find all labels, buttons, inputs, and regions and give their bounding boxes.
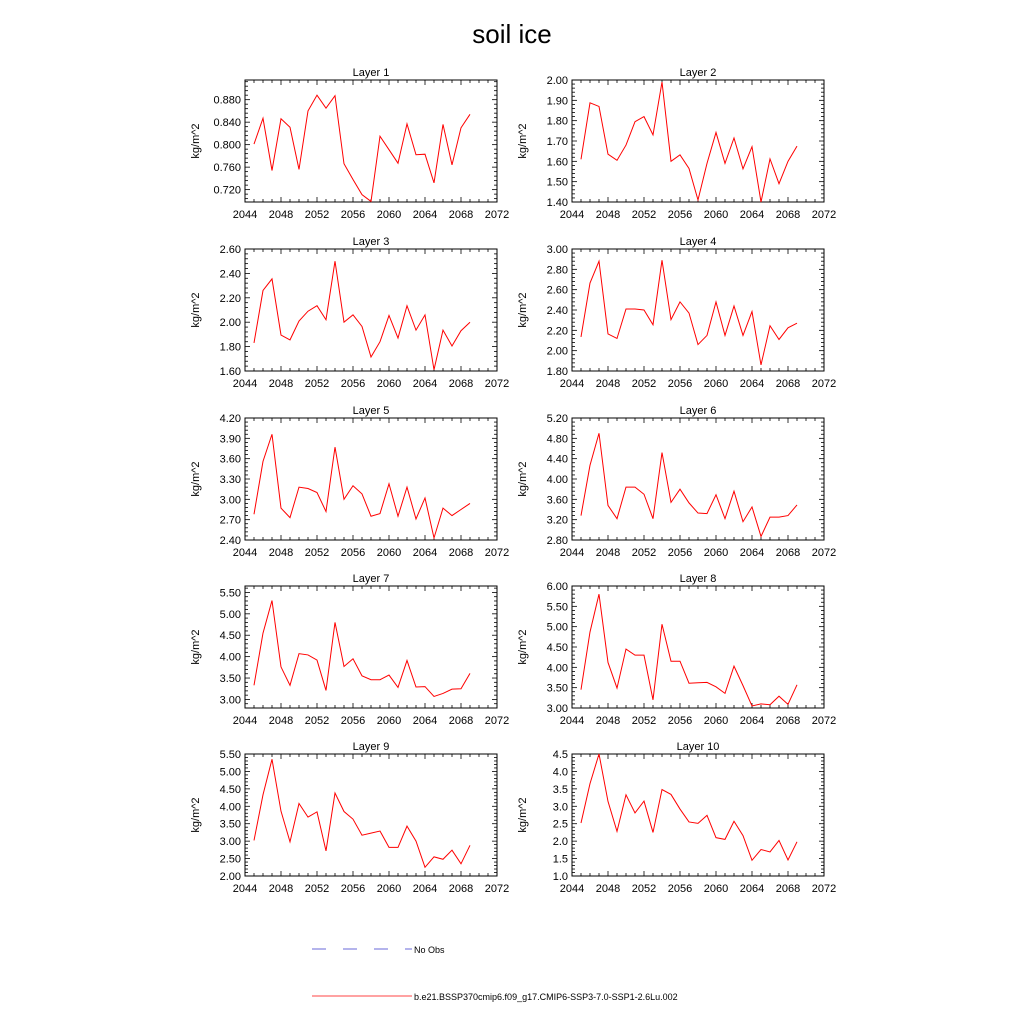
panel-layer-6 <box>517 405 836 559</box>
x-tick-label: 2052 <box>304 715 330 727</box>
y-tick-label: 4.50 <box>546 642 568 654</box>
panel-layer-2 <box>517 67 836 221</box>
plot-frame <box>245 249 497 371</box>
panel-title: Layer 5 <box>352 405 390 417</box>
panel-layer-3 <box>190 236 509 390</box>
x-tick-label: 2056 <box>340 883 366 895</box>
y-tick-label: 5.00 <box>546 621 568 634</box>
panel-title: Layer 8 <box>679 573 717 585</box>
plot-frame <box>572 418 824 540</box>
x-tick-label: 2072 <box>811 378 837 390</box>
x-tick-label: 2052 <box>631 715 657 727</box>
x-tick-label: 2052 <box>304 378 330 390</box>
y-tick-label: 3.50 <box>546 682 568 695</box>
y-tick-label: 1.0 <box>552 871 568 883</box>
y-tick-label: 5.00 <box>219 766 241 779</box>
x-tick-label: 2060 <box>376 883 402 895</box>
y-tick-label: 0.720 <box>213 184 241 197</box>
panel-title: Layer 10 <box>676 741 720 753</box>
x-tick-label: 2064 <box>739 209 765 221</box>
x-tick-label: 2072 <box>811 547 837 559</box>
panels <box>190 67 836 895</box>
plot-frame <box>572 80 824 202</box>
legend <box>312 945 678 1002</box>
y-tick-label: 5.50 <box>546 601 568 614</box>
x-tick-label: 2064 <box>739 883 765 895</box>
y-tick-label: 1.80 <box>219 341 241 354</box>
x-tick-label: 2072 <box>811 715 837 727</box>
x-tick-label: 2060 <box>703 547 729 559</box>
x-tick-label: 2044 <box>232 209 258 221</box>
x-tick-label: 2056 <box>340 547 366 559</box>
y-tick-label: 2.70 <box>219 514 241 527</box>
y-tick-label: 2.20 <box>219 292 241 305</box>
x-tick-label: 2044 <box>559 883 585 895</box>
y-tick-label: 4.00 <box>546 662 568 675</box>
y-tick-label: 1.90 <box>546 95 568 108</box>
panel-title: Layer 1 <box>352 67 390 79</box>
x-tick-label: 2068 <box>448 209 474 221</box>
x-tick-label: 2064 <box>412 883 438 895</box>
y-tick-label: 0.800 <box>213 139 241 152</box>
y-axis-label: kg/m^2 <box>517 123 529 159</box>
y-tick-label: 1.70 <box>546 136 568 148</box>
x-tick-label: 2064 <box>412 547 438 559</box>
x-tick-label: 2056 <box>340 378 366 390</box>
panel-layer-1 <box>190 67 509 221</box>
series-line <box>581 594 797 706</box>
panel-title: Layer 3 <box>352 236 390 248</box>
x-tick-label: 2068 <box>448 883 474 895</box>
y-tick-label: 3.60 <box>546 494 568 507</box>
x-tick-label: 2044 <box>559 209 585 221</box>
y-tick-label: 3.60 <box>219 453 241 466</box>
x-tick-label: 2068 <box>448 378 474 390</box>
y-tick-label: 4.5 <box>552 749 568 761</box>
y-tick-label: 4.00 <box>219 801 241 814</box>
y-tick-label: 3.5 <box>552 783 568 796</box>
x-tick-label: 2044 <box>559 547 585 559</box>
x-tick-label: 2048 <box>595 883 621 895</box>
x-tick-label: 2072 <box>484 209 510 221</box>
y-tick-label: 2.00 <box>546 345 568 358</box>
y-tick-label: 5.50 <box>219 587 241 600</box>
y-axis-label: kg/m^2 <box>190 461 202 497</box>
y-tick-label: 3.30 <box>219 474 241 486</box>
y-tick-label: 1.5 <box>552 853 568 866</box>
y-tick-label: 6.00 <box>546 581 568 593</box>
y-tick-label: 1.60 <box>219 366 241 378</box>
x-tick-label: 2068 <box>448 715 474 727</box>
y-tick-label: 2.60 <box>546 284 568 297</box>
series-line <box>254 601 470 697</box>
panel-title: Layer 2 <box>679 67 717 79</box>
x-tick-label: 2052 <box>631 547 657 559</box>
panel-title: Layer 4 <box>679 236 717 248</box>
y-tick-label: 1.80 <box>546 115 568 128</box>
plot-frame <box>245 754 497 876</box>
x-tick-label: 2056 <box>667 209 693 221</box>
figure-title: soil ice <box>472 19 552 49</box>
x-tick-label: 2048 <box>268 883 294 895</box>
y-tick-label: 3.50 <box>219 673 241 686</box>
series-line <box>581 754 797 860</box>
panel-layer-9 <box>190 741 509 895</box>
x-tick-label: 2044 <box>232 378 258 390</box>
y-tick-label: 2.00 <box>219 871 241 883</box>
y-tick-label: 2.40 <box>219 268 241 281</box>
x-tick-label: 2052 <box>304 547 330 559</box>
y-tick-label: 3.00 <box>219 494 241 507</box>
x-tick-label: 2060 <box>376 547 402 559</box>
y-tick-label: 4.40 <box>546 453 568 466</box>
x-tick-label: 2064 <box>739 715 765 727</box>
y-tick-label: 2.00 <box>219 317 241 330</box>
series-line <box>581 433 797 536</box>
y-tick-label: 4.00 <box>546 474 568 486</box>
x-tick-label: 2044 <box>559 715 585 727</box>
x-tick-label: 2068 <box>775 209 801 221</box>
y-axis-label: kg/m^2 <box>190 292 202 328</box>
x-tick-label: 2072 <box>811 883 837 895</box>
x-tick-label: 2052 <box>304 209 330 221</box>
y-tick-label: 5.20 <box>546 413 568 425</box>
x-tick-label: 2048 <box>595 547 621 559</box>
x-tick-label: 2072 <box>811 209 837 221</box>
x-tick-label: 2048 <box>595 715 621 727</box>
y-axis-label: kg/m^2 <box>517 292 529 328</box>
x-tick-label: 2064 <box>412 715 438 727</box>
y-axis-label: kg/m^2 <box>190 629 202 665</box>
y-tick-label: 4.80 <box>546 433 568 446</box>
x-tick-label: 2064 <box>412 378 438 390</box>
y-axis-label: kg/m^2 <box>190 797 202 833</box>
x-tick-label: 2068 <box>775 547 801 559</box>
x-tick-label: 2056 <box>667 547 693 559</box>
panel-layer-10 <box>517 741 836 895</box>
legend-item-2 <box>312 992 678 1002</box>
y-tick-label: 3.00 <box>219 694 241 707</box>
y-tick-label: 0.760 <box>213 162 241 175</box>
x-tick-label: 2060 <box>703 209 729 221</box>
y-tick-label: 0.880 <box>213 94 241 107</box>
x-tick-label: 2056 <box>667 378 693 390</box>
legend-label: b.e21.BSSP370cmip6.f09_g17.CMIP6-SSP3-7.0-SSP1-2.6Lu.002 <box>414 992 678 1002</box>
plot-frame <box>572 586 824 708</box>
x-tick-label: 2044 <box>559 378 585 390</box>
y-tick-label: 1.40 <box>546 197 568 209</box>
y-tick-label: 2.80 <box>546 264 568 277</box>
series-line <box>581 82 797 202</box>
panel-layer-8 <box>517 573 836 727</box>
y-tick-label: 2.50 <box>219 853 241 866</box>
x-tick-label: 2064 <box>412 209 438 221</box>
legend-item-1 <box>312 945 445 955</box>
x-tick-label: 2048 <box>595 378 621 390</box>
y-tick-label: 3.00 <box>546 244 568 256</box>
x-tick-label: 2060 <box>376 378 402 390</box>
y-tick-label: 1.50 <box>546 176 568 189</box>
series-line <box>254 261 470 370</box>
y-tick-label: 2.40 <box>546 305 568 317</box>
x-tick-label: 2044 <box>232 715 258 727</box>
x-tick-label: 2060 <box>376 715 402 727</box>
x-tick-label: 2064 <box>739 547 765 559</box>
y-axis-label: kg/m^2 <box>190 123 202 159</box>
plot-frame <box>245 586 497 708</box>
x-tick-label: 2056 <box>340 209 366 221</box>
panel-layer-7 <box>190 573 509 727</box>
plot-frame <box>572 249 824 371</box>
x-tick-label: 2052 <box>304 883 330 895</box>
x-tick-label: 2060 <box>376 209 402 221</box>
series-line <box>254 95 470 201</box>
x-tick-label: 2044 <box>232 547 258 559</box>
y-tick-label: 4.50 <box>219 630 241 643</box>
y-tick-label: 5.50 <box>219 749 241 761</box>
panel-title: Layer 6 <box>679 405 717 417</box>
x-tick-label: 2048 <box>595 209 621 221</box>
y-tick-label: 2.00 <box>546 75 568 87</box>
x-tick-label: 2052 <box>631 883 657 895</box>
x-tick-label: 2056 <box>667 883 693 895</box>
y-tick-label: 3.20 <box>546 514 568 527</box>
x-tick-label: 2068 <box>775 883 801 895</box>
x-tick-label: 2060 <box>703 715 729 727</box>
y-tick-label: 3.50 <box>219 818 241 831</box>
x-tick-label: 2048 <box>268 209 294 221</box>
plot-frame <box>245 418 497 540</box>
series-line <box>254 759 470 867</box>
x-tick-label: 2072 <box>484 547 510 559</box>
y-tick-label: 3.90 <box>219 433 241 446</box>
panel-layer-4 <box>517 236 836 390</box>
panel-layer-5 <box>190 405 509 559</box>
y-tick-label: 1.80 <box>546 366 568 378</box>
x-tick-label: 2068 <box>448 547 474 559</box>
x-tick-label: 2052 <box>631 209 657 221</box>
x-tick-label: 2064 <box>739 378 765 390</box>
y-tick-label: 3.00 <box>546 703 568 715</box>
plot-frame <box>245 80 497 202</box>
y-axis-label: kg/m^2 <box>517 797 529 833</box>
x-tick-label: 2048 <box>268 547 294 559</box>
y-tick-label: 3.0 <box>552 801 568 814</box>
series-line <box>254 434 470 538</box>
plot-frame <box>572 754 824 876</box>
panel-title: Layer 9 <box>352 741 390 753</box>
y-tick-label: 4.00 <box>219 651 241 664</box>
y-tick-label: 5.00 <box>219 608 241 621</box>
panel-title: Layer 7 <box>352 573 390 585</box>
y-tick-label: 2.5 <box>552 818 568 831</box>
y-tick-label: 4.20 <box>219 413 241 425</box>
x-tick-label: 2068 <box>775 378 801 390</box>
y-tick-label: 2.80 <box>546 535 568 547</box>
y-tick-label: 2.40 <box>219 535 241 547</box>
y-tick-label: 4.50 <box>219 783 241 796</box>
y-tick-label: 2.20 <box>546 325 568 338</box>
x-tick-label: 2060 <box>703 883 729 895</box>
x-tick-label: 2048 <box>268 715 294 727</box>
series-line <box>581 260 797 365</box>
y-axis-label: kg/m^2 <box>517 461 529 497</box>
y-tick-label: 4.0 <box>552 766 568 779</box>
x-tick-label: 2052 <box>631 378 657 390</box>
x-tick-label: 2048 <box>268 378 294 390</box>
y-tick-label: 0.840 <box>213 117 241 130</box>
x-tick-label: 2072 <box>484 715 510 727</box>
legend-label: No Obs <box>414 945 445 955</box>
y-tick-label: 2.60 <box>219 244 241 256</box>
y-axis-label: kg/m^2 <box>517 629 529 665</box>
x-tick-label: 2072 <box>484 883 510 895</box>
x-tick-label: 2056 <box>340 715 366 727</box>
y-tick-label: 2.0 <box>552 836 568 849</box>
x-tick-label: 2068 <box>775 715 801 727</box>
x-tick-label: 2072 <box>484 378 510 390</box>
y-tick-label: 1.60 <box>546 156 568 169</box>
x-tick-label: 2056 <box>667 715 693 727</box>
x-tick-label: 2060 <box>703 378 729 390</box>
y-tick-label: 3.00 <box>219 836 241 849</box>
x-tick-label: 2044 <box>232 883 258 895</box>
